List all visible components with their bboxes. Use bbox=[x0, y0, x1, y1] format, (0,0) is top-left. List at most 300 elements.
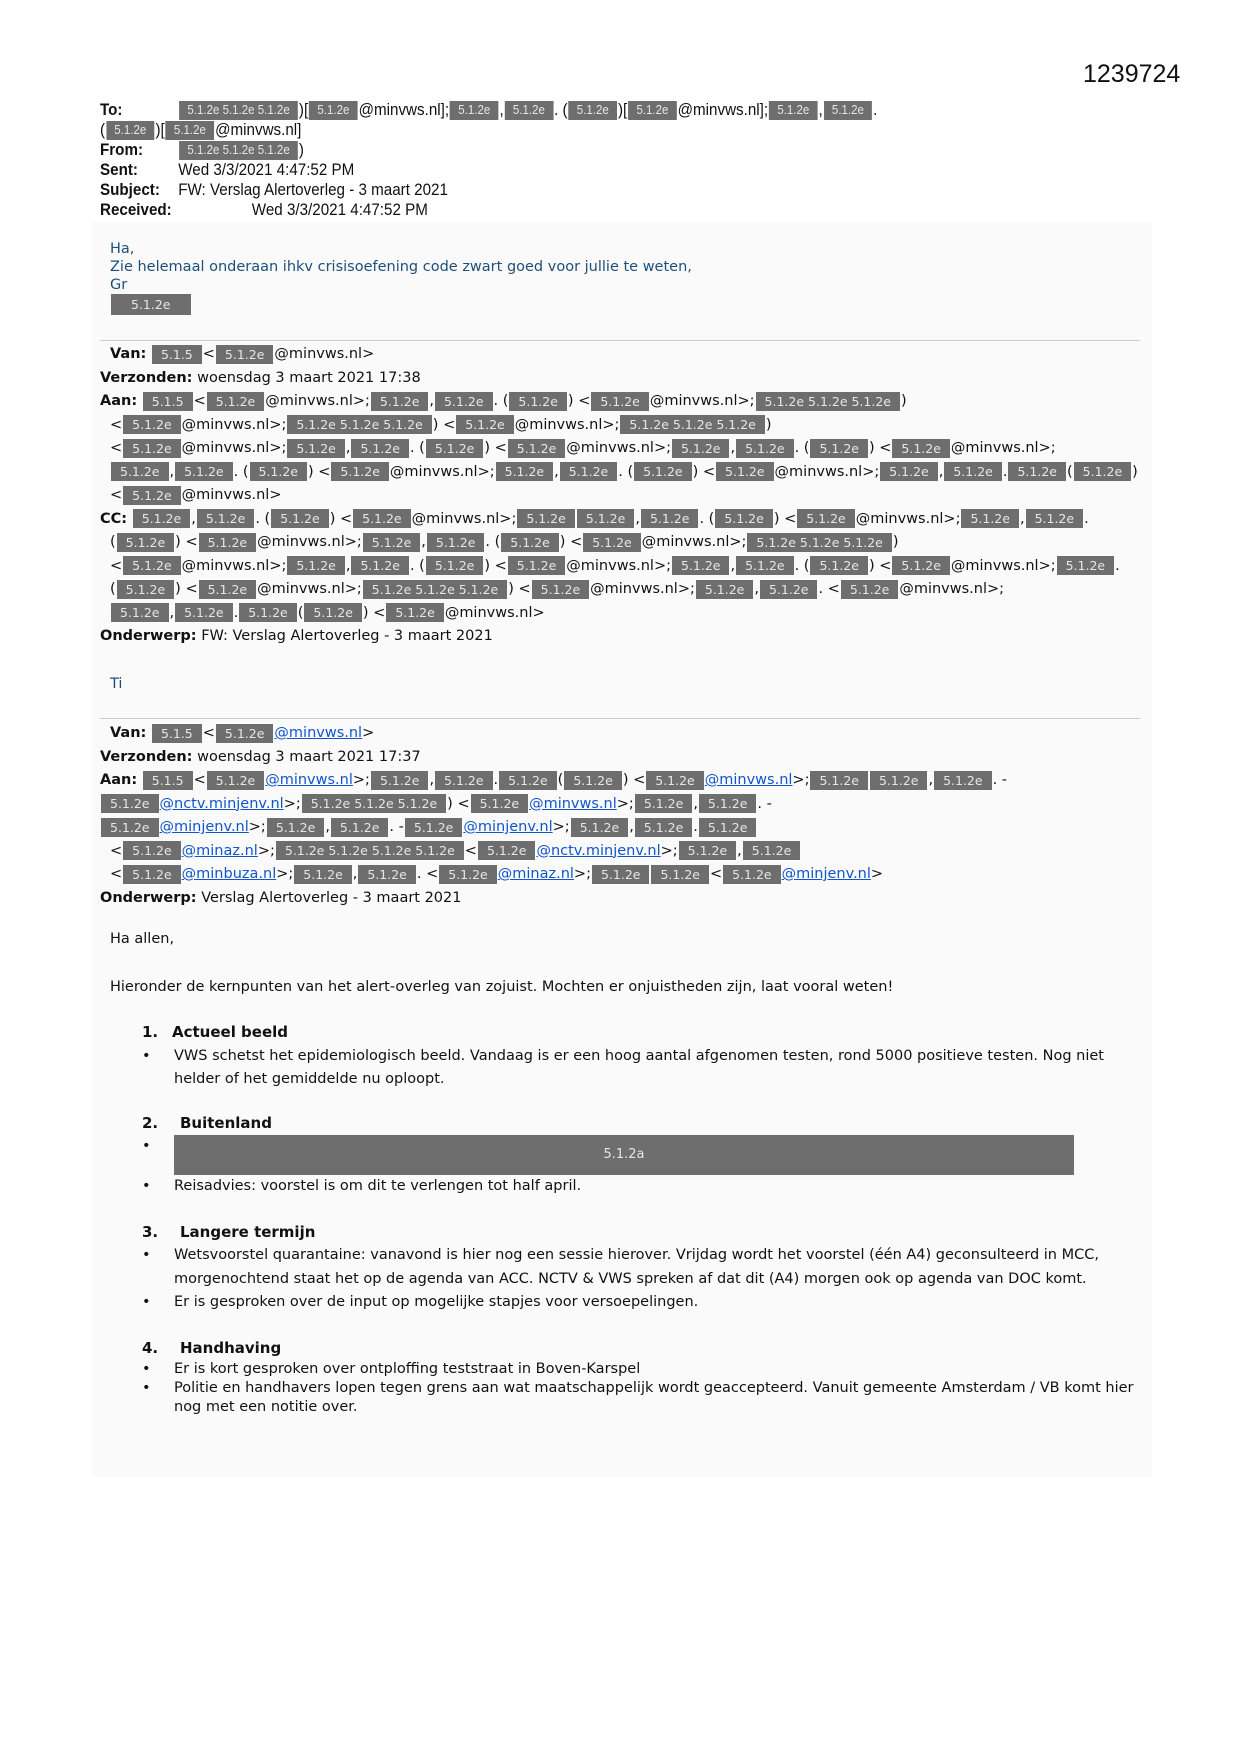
forwarded-mail-2-header bbox=[100, 722, 1007, 910]
aan-line bbox=[100, 840, 1007, 864]
redaction: 5.1.2e bbox=[505, 101, 554, 120]
recipient-text: , bbox=[169, 604, 175, 621]
aan-line bbox=[100, 437, 1138, 461]
aan-label: Aan: bbox=[100, 772, 138, 788]
recipient-text: >; bbox=[276, 866, 294, 882]
to-recipients-cont bbox=[100, 120, 301, 140]
recipient-text: ( bbox=[110, 581, 116, 597]
verzonden-label: Verzonden: bbox=[100, 369, 193, 386]
recipient-text: , bbox=[499, 101, 504, 119]
recipient-text: >; bbox=[248, 819, 266, 835]
redaction: 5.1.2e bbox=[358, 865, 416, 884]
redaction: 5.1.2e bbox=[271, 509, 329, 528]
recipient-text: , bbox=[693, 795, 698, 812]
recipient-text: . bbox=[873, 101, 878, 119]
email-link[interactable]: @nctv.minjenv.nl bbox=[536, 842, 661, 859]
redaction: 5.1.2e bbox=[123, 486, 181, 505]
email-link[interactable]: @minjenv.nl bbox=[463, 819, 553, 835]
redaction: 5.1.2e bbox=[123, 415, 181, 434]
greeting: Ha allen, bbox=[110, 931, 175, 947]
email-link[interactable]: @nctv.minjenv.nl bbox=[159, 795, 284, 812]
redaction: 5.1.2e bbox=[501, 533, 559, 552]
redaction: 5.1.2e bbox=[499, 771, 557, 790]
separator bbox=[100, 718, 1140, 719]
aan-label: Aan: bbox=[100, 393, 138, 409]
redaction: 5.1.2e bbox=[651, 865, 709, 884]
aan-line bbox=[100, 461, 1138, 485]
redaction: 5.1.2e bbox=[456, 415, 514, 434]
redaction: 5.1.2e bbox=[166, 121, 215, 140]
email-link[interactable]: @minjenv.nl bbox=[781, 866, 871, 882]
redaction: 5.1.2e bbox=[435, 392, 493, 411]
recipient-text: < bbox=[110, 866, 123, 882]
recipient-text: . - bbox=[389, 819, 404, 835]
redaction: 5.1.2e bbox=[641, 509, 699, 528]
cc-line bbox=[132, 511, 1089, 527]
redaction: 5.1.2e bbox=[439, 865, 497, 884]
recipient-text: , bbox=[169, 463, 175, 480]
recipient-text: >; bbox=[552, 819, 570, 835]
redaction: 5.1.2e bbox=[111, 462, 169, 481]
bullet: • Wetsvoorstel quarantaine: vanavond is hier nog een sessie hierover. Vrijdag wordt het voorstel (één A4) geconsulteerd in MCC, morgenochtend staat het op de agenda van ACC. NCTV & VWS spreken af dat dit (A4) morgen ook op agenda van DOC komt. bbox=[142, 1244, 1150, 1291]
redaction: 5.1.2e bbox=[723, 865, 781, 884]
redaction: 5.1.2e bbox=[1008, 462, 1066, 481]
aan-line bbox=[100, 414, 1138, 438]
cc-line bbox=[100, 555, 1138, 579]
recipient-text: > bbox=[870, 866, 884, 882]
email-link[interactable]: @minbuza.nl bbox=[181, 866, 277, 882]
redaction: 5.1.2e bbox=[592, 865, 650, 884]
recipient-text: >; bbox=[660, 842, 678, 859]
redaction: 5.1.2e bbox=[471, 794, 529, 813]
recipient-text: ) < bbox=[432, 416, 456, 433]
recipient-text: < bbox=[110, 487, 123, 503]
redaction: 5.1.2e bbox=[1074, 462, 1132, 481]
redaction: 5.1.2e bbox=[628, 101, 677, 120]
redaction: 5.1.2e bbox=[635, 818, 693, 837]
recipient-text: @minvws.nl>; bbox=[181, 440, 287, 456]
recipient-text: < bbox=[110, 416, 123, 433]
recipient-text: ) < bbox=[692, 463, 716, 480]
redaction: 5.1.2e bbox=[435, 771, 493, 790]
recipient-text: , bbox=[1019, 510, 1025, 527]
recipient-text: , bbox=[345, 557, 351, 574]
redaction: 5.1.2e bbox=[715, 509, 773, 528]
redaction: 5.1.2e bbox=[736, 439, 794, 458]
recipient-text: , bbox=[429, 772, 435, 788]
redaction: 5.1.2e 5.1.2e 5.1.2e bbox=[179, 101, 298, 120]
recipient-text: , bbox=[421, 534, 426, 550]
bullet: • Er is gesproken over de input op mogelijke stapjes voor versoepelingen. bbox=[142, 1291, 1150, 1315]
recipient-text: ) < bbox=[308, 463, 331, 480]
recipient-text: @minvws.nl>; bbox=[257, 534, 362, 550]
recipient-text: , bbox=[345, 440, 351, 456]
intro-line: Zie helemaal onderaan ihkv crisisoefening code zwart goed voor jullie te weten, bbox=[110, 259, 692, 275]
recipient-text: . - bbox=[757, 795, 772, 812]
redaction: 5.1.2e bbox=[363, 533, 421, 552]
recipient-text: ( bbox=[1066, 463, 1073, 480]
redaction: 5.1.2e bbox=[824, 101, 873, 120]
recipient-text: , bbox=[429, 393, 435, 409]
redaction: 5.1.2e bbox=[769, 101, 818, 120]
section-actueel-beeld bbox=[142, 1021, 1150, 1092]
redaction: 5.1.2e bbox=[560, 462, 618, 481]
document-id: 1239724 bbox=[1083, 60, 1181, 88]
recipient-text: @minvws.nl>; bbox=[265, 393, 370, 409]
recipient-text: @minvws.nl]; bbox=[358, 101, 450, 119]
recipient-text: ) < bbox=[447, 795, 470, 812]
recipient-text: . ( bbox=[409, 557, 425, 574]
recipient-text: @minvws.nl>; bbox=[389, 463, 495, 480]
recipient-text: ( bbox=[297, 604, 304, 621]
email-header bbox=[100, 100, 877, 220]
to-label: To: bbox=[100, 101, 123, 119]
redaction: 5.1.2e bbox=[870, 771, 928, 790]
redaction: 5.1.2e bbox=[294, 865, 352, 884]
redaction: 5.1.2e bbox=[351, 556, 409, 575]
aan-line bbox=[142, 393, 907, 409]
recipient-text: ) bbox=[1132, 463, 1138, 480]
recipient-text: < bbox=[110, 557, 123, 574]
recipient-text: @minvws.nl>; bbox=[855, 510, 961, 527]
bullet: • Reisadvies: voorstel is om dit te verlengen tot half april. bbox=[142, 1175, 1150, 1199]
redaction: 5.1.2e bbox=[175, 462, 233, 481]
to-recipients bbox=[178, 100, 877, 120]
recipient-text: @minvws.nl> bbox=[181, 487, 282, 503]
onderwerp-label: Onderwerp: bbox=[100, 889, 197, 906]
redaction: 5.1.2e bbox=[1057, 556, 1115, 575]
email-link[interactable]: @minvws.nl bbox=[274, 725, 363, 741]
message-body bbox=[110, 928, 1150, 1417]
redaction: 5.1.2e bbox=[583, 533, 641, 552]
redaction: 5.1.2e bbox=[591, 392, 649, 411]
recipient-text: . ( bbox=[493, 393, 509, 409]
recipient-text: @minvws.nl>; bbox=[774, 463, 880, 480]
email-link[interactable]: @minaz.nl bbox=[497, 866, 574, 882]
redaction: 5.1.2e bbox=[532, 580, 590, 599]
cc-line bbox=[100, 602, 1138, 626]
section-title: Langere termijn bbox=[180, 1222, 316, 1241]
recipient-text: ) bbox=[298, 141, 304, 160]
redaction: 5.1.2e bbox=[331, 818, 389, 837]
redaction: 5.1.2e bbox=[797, 509, 855, 528]
redaction: 5.1.2e bbox=[568, 101, 617, 120]
recipient-text: ) < bbox=[773, 510, 797, 527]
section-number: 3. bbox=[142, 1222, 159, 1241]
redaction: 5.1.2e bbox=[405, 818, 463, 837]
recipient-text: >; bbox=[257, 842, 275, 859]
redaction: 5.1.2e bbox=[287, 556, 345, 575]
separator bbox=[100, 340, 1140, 341]
recipient-text: < bbox=[202, 346, 215, 362]
recipient-text: ) < bbox=[362, 604, 386, 621]
bullet: • VWS schetst het epidemiologisch beeld. Vandaag is er een hoog aantal afgenomen testen, rond 5000 positieve testen. Nog niet helder of het gemiddelde nu oploopt. bbox=[142, 1045, 1150, 1092]
recipient-text: , bbox=[191, 510, 196, 527]
verzonden-value: woensdag 3 maart 2021 17:37 bbox=[197, 748, 421, 765]
email-link[interactable]: @minvws.nl bbox=[265, 772, 353, 788]
email-link[interactable]: @minjenv.nl bbox=[159, 819, 249, 835]
recipient-text: . ( bbox=[554, 101, 568, 119]
redaction: 5.1.2e bbox=[699, 818, 757, 837]
section-title: Actueel beeld bbox=[172, 1023, 289, 1041]
aan-line bbox=[100, 793, 1007, 817]
aan-line bbox=[100, 863, 1007, 887]
redaction: 5.1.2e bbox=[672, 439, 730, 458]
recipient-text: , bbox=[737, 842, 742, 859]
from-label: From: bbox=[100, 141, 144, 160]
redaction: 5.1.2e bbox=[810, 771, 868, 790]
redaction: 5.1.2e bbox=[716, 462, 774, 481]
recipient-text: . ( bbox=[409, 440, 425, 456]
redaction: 5.1.2e bbox=[672, 556, 730, 575]
van-label: Van: bbox=[110, 346, 147, 362]
redaction: 5.1.2e bbox=[426, 556, 484, 575]
redaction: 5.1.2e bbox=[331, 462, 389, 481]
redaction: 5.1.2e bbox=[679, 841, 737, 860]
redaction: 5.1.2e bbox=[427, 533, 485, 552]
redaction: 5.1.2e bbox=[880, 462, 938, 481]
recipient-text: ) < bbox=[559, 534, 583, 550]
recipient-text: ) < bbox=[175, 534, 198, 550]
section-number: 4. bbox=[142, 1338, 159, 1357]
redaction: 5.1.2e bbox=[699, 794, 757, 813]
subject-value: FW: Verslag Alertoverleg - 3 maart 2021 bbox=[178, 181, 448, 200]
redaction: 5.1.2e bbox=[508, 556, 566, 575]
redaction: 5.1.2e bbox=[635, 794, 693, 813]
recipient-text: . bbox=[693, 819, 698, 835]
redaction: 5.1.2e bbox=[496, 462, 554, 481]
intro-line: Gr bbox=[110, 277, 128, 293]
redaction: 5.1.2e bbox=[696, 580, 754, 599]
redaction: 5.1.2e bbox=[450, 101, 499, 120]
redaction: 5.1.2e bbox=[508, 439, 566, 458]
onderwerp-value: Verslag Alertoverleg - 3 maart 2021 bbox=[201, 889, 462, 906]
redaction: 5.1.2e bbox=[123, 556, 181, 575]
redaction: 5.1.2e bbox=[117, 580, 175, 599]
forwarded-mail-1-header bbox=[100, 343, 1138, 696]
redaction: 5.1.2e bbox=[810, 556, 868, 575]
redaction: 5.1.2e bbox=[736, 556, 794, 575]
recipient-text: , bbox=[635, 510, 640, 527]
recipient-text: @minvws.nl>; bbox=[566, 557, 671, 574]
email-link[interactable]: @minaz.nl bbox=[181, 842, 258, 859]
recipient-text: < bbox=[193, 772, 206, 788]
onderwerp-value: FW: Verslag Alertoverleg - 3 maart 2021 bbox=[201, 628, 493, 644]
recipient-text: . bbox=[1002, 463, 1008, 480]
recipient-text: @minvws.nl>; bbox=[950, 440, 1056, 456]
recipient-text: @minvws.nl] bbox=[215, 121, 302, 140]
redaction: 5.1.2e bbox=[934, 771, 992, 790]
recipient-text: >; bbox=[352, 772, 370, 788]
redaction: 5.1.2e 5.1.2e 5.1.2e bbox=[287, 415, 431, 434]
recipient-text: , bbox=[928, 772, 934, 788]
redaction: 5.1.2e 5.1.2e 5.1.2e bbox=[179, 141, 298, 160]
recipient-text: >; bbox=[573, 866, 591, 882]
van-label: Van: bbox=[110, 725, 147, 741]
verzonden-value: woensdag 3 maart 2021 17:38 bbox=[197, 369, 421, 386]
recipient-text: @minvws.nl>; bbox=[641, 534, 747, 550]
cc-line bbox=[100, 531, 1138, 555]
redaction: 5.1.2e bbox=[117, 533, 175, 552]
redaction: 5.1.2e bbox=[564, 771, 622, 790]
recipient-text: , bbox=[730, 440, 736, 456]
redaction: 5.1.2e 5.1.2e 5.1.2e bbox=[302, 794, 446, 813]
recipient-text: , bbox=[325, 819, 330, 835]
redaction: 5.1.2e bbox=[216, 724, 274, 743]
redaction: 5.1.2e bbox=[426, 439, 484, 458]
redaction: 5.1.2e bbox=[267, 818, 325, 837]
redaction: 5.1.2e 5.1.2e 5.1.2e bbox=[756, 392, 900, 411]
redaction: 5.1.2e bbox=[961, 509, 1019, 528]
recipient-text: ) < bbox=[868, 557, 892, 574]
recipient-text: >; bbox=[283, 795, 301, 812]
recipient-text: @minvws.nl>; bbox=[899, 581, 1005, 597]
signature-redaction: 5.1.2e bbox=[111, 294, 191, 315]
redaction: 5.1.2e bbox=[646, 771, 704, 790]
redaction: 5.1.2e 5.1.2e 5.1.2e bbox=[747, 533, 891, 552]
recipient-text: )[ bbox=[298, 101, 309, 119]
recipient-text: @minvws.nl>; bbox=[649, 393, 755, 409]
recipient-text: . ( bbox=[794, 557, 810, 574]
email-link[interactable]: @minvws.nl bbox=[704, 772, 793, 788]
aan-line bbox=[100, 484, 1138, 508]
recipient-text: @minvws.nl>; bbox=[590, 581, 695, 597]
recipient-text: @minvws.nl> bbox=[274, 346, 375, 362]
redaction: 5.1.2e bbox=[207, 392, 265, 411]
redaction: 5.1.2e bbox=[892, 439, 950, 458]
redaction: 5.1.2e bbox=[571, 818, 629, 837]
recipient-text: . ( bbox=[794, 440, 810, 456]
recipient-text: . ( bbox=[699, 510, 715, 527]
recipient-text: ( bbox=[100, 121, 106, 140]
redaction: 5.1.2e bbox=[353, 509, 411, 528]
redaction: 5.1.2e bbox=[216, 345, 274, 364]
recipient-text: @minvws.nl>; bbox=[411, 510, 517, 527]
recipient-text: < bbox=[110, 440, 123, 456]
redaction: 5.1.2e bbox=[810, 439, 868, 458]
cc-label: CC: bbox=[100, 510, 128, 527]
redaction: 5.1.2e bbox=[197, 509, 255, 528]
recipient-text: ) bbox=[900, 393, 907, 409]
sent-value: Wed 3/3/2021 4:47:52 PM bbox=[178, 161, 355, 180]
recipient-text: , bbox=[818, 101, 823, 119]
redaction: 5.1.2e bbox=[199, 533, 257, 552]
van-value bbox=[151, 725, 374, 741]
sent-label: Sent: bbox=[100, 161, 138, 180]
redaction: 5.1.2e 5.1.2e 5.1.2e bbox=[620, 415, 764, 434]
section-title: Buitenland bbox=[180, 1113, 272, 1132]
recipient-text: )[ bbox=[617, 101, 628, 119]
recipient-text: . bbox=[493, 772, 499, 788]
recipient-text: @minvws.nl>; bbox=[514, 416, 620, 433]
recipient-text: ( bbox=[557, 772, 564, 788]
aan-line bbox=[100, 816, 1007, 840]
recipient-text: @minvws.nl>; bbox=[181, 416, 287, 433]
redaction: 5.1.2e bbox=[371, 392, 429, 411]
intro-line: Ha, bbox=[110, 241, 135, 257]
aan-line bbox=[142, 772, 1007, 788]
email-link[interactable]: @minvws.nl bbox=[529, 795, 617, 812]
recipient-text: < bbox=[110, 842, 123, 859]
recipient-text: , bbox=[730, 557, 736, 574]
bullet: • Politie en handhavers lopen tegen grens aan wat maatschappelijk wordt geaccepteerd. Vanuit gemeente Amsterdam / VB komt hier nog met een notitie over. bbox=[142, 1379, 1150, 1417]
redaction: 5.1.5 bbox=[152, 724, 202, 743]
redaction: 5.1.2e bbox=[250, 462, 308, 481]
recipient-text: , bbox=[938, 463, 944, 480]
redaction: 5.1.2e bbox=[123, 841, 181, 860]
redaction: 5.1.2e bbox=[101, 818, 159, 837]
recipient-text: ) < bbox=[484, 440, 507, 456]
recipient-text: ( bbox=[110, 534, 116, 550]
recipient-text: . ( bbox=[255, 510, 271, 527]
from-value bbox=[178, 140, 304, 160]
recipient-text: @minvws.nl> bbox=[444, 604, 545, 621]
redaction: 5.1.2e bbox=[1026, 509, 1084, 528]
recipient-text: . bbox=[1084, 510, 1089, 527]
redaction: 5.1.2e bbox=[944, 462, 1002, 481]
redaction: 5.1.2e bbox=[386, 603, 444, 622]
recipient-text: >; bbox=[616, 795, 634, 812]
recipient-text: @minvws.nl>; bbox=[257, 581, 362, 597]
bullet: • Er is kort gesproken over ontploffing teststraat in Boven-Karspel bbox=[142, 1360, 1150, 1379]
redaction: 5.1.5 bbox=[152, 345, 202, 364]
redaction: 5.1.2e bbox=[892, 556, 950, 575]
recipient-text: . ( bbox=[485, 534, 501, 550]
recipient-text: ) < bbox=[175, 581, 198, 597]
redaction: 5.1.2e bbox=[239, 603, 297, 622]
section-title: Handhaving bbox=[180, 1338, 282, 1357]
redaction: 5.1.2e bbox=[199, 580, 257, 599]
recipient-text: @minvws.nl]; bbox=[677, 101, 769, 119]
recipient-text: < bbox=[464, 842, 477, 859]
section-langere-termijn bbox=[142, 1221, 1150, 1315]
recipient-text: , bbox=[554, 463, 559, 480]
recipient-text: < bbox=[193, 393, 206, 409]
cc-line bbox=[100, 578, 1138, 602]
redaction: 5.1.2e bbox=[111, 603, 169, 622]
received-label: Received: bbox=[100, 201, 172, 220]
redaction-block: • 5.1.2a bbox=[174, 1135, 1074, 1175]
recipient-text: ) bbox=[892, 534, 899, 550]
section-number: 2. bbox=[142, 1113, 159, 1132]
redaction: 5.1.2e bbox=[207, 771, 265, 790]
onderwerp-label: Onderwerp: bbox=[100, 628, 197, 644]
recipient-text: > bbox=[362, 725, 375, 741]
recipient-text: . - bbox=[992, 772, 1008, 788]
recipient-text: < bbox=[202, 725, 215, 741]
redaction: 5.1.2e bbox=[106, 121, 155, 140]
recipient-text: . bbox=[1115, 557, 1120, 574]
redaction: 5.1.5 bbox=[143, 771, 193, 790]
redaction: 5.1.2e bbox=[517, 509, 575, 528]
redaction: 5.1.2e bbox=[371, 771, 429, 790]
recipient-text: @minvws.nl>; bbox=[950, 557, 1056, 574]
recipient-text: )[ bbox=[155, 121, 165, 140]
redaction: 5.1.2e bbox=[577, 509, 635, 528]
recipient-text: ) < bbox=[622, 772, 646, 788]
recipient-text: , bbox=[754, 581, 759, 597]
recipient-text: ) < bbox=[329, 510, 353, 527]
redaction: 5.1.2e bbox=[309, 101, 358, 120]
redaction: 5.1.2e bbox=[841, 580, 899, 599]
redaction: 5.1.2e bbox=[287, 439, 345, 458]
received-value: Wed 3/3/2021 4:47:52 PM bbox=[251, 201, 428, 220]
recipient-text: ) < bbox=[484, 557, 507, 574]
recipient-text: ) < bbox=[868, 440, 892, 456]
recipient-text: . < bbox=[818, 581, 840, 597]
redaction: 5.1.2e bbox=[101, 794, 159, 813]
redaction: 5.1.2e bbox=[351, 439, 409, 458]
